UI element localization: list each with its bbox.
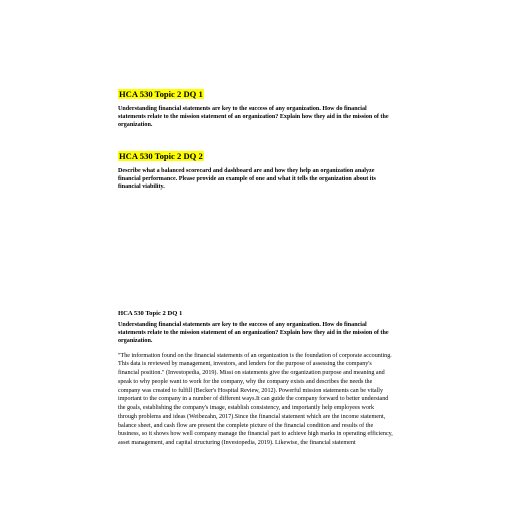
- dq1-preview-section: [118, 84, 394, 130]
- dq2-highlighted-title: HCA 530 Topic 2 DQ 2: [119, 151, 203, 161]
- dq1-highlighted-title: HCA 530 Topic 2 DQ 1: [119, 89, 203, 99]
- dq1-answer-body: "The information found on the financial statements of an organization is the foundation of corporate accounting. This data is reviewed by management, investors, and lenders for the purpose of assessing the company's financial position." (Investopedia, 2019). Missi on statements give the organization purpose and meaning and speak to why people want to work for the company, why the company exists and describes the needs the company was created to fulfill (Becker's Hospital Review, 2012). Powerful mission statements can be vitally important to the company in a number of different ways.It can guide the company forward to better understand the goals, establishing the company's image, establish consistency, and importantly help employees work through problems and ideas (Weibezahn, 2017).Since the financial statement which are the income statement, balance sheet, and cash flow are present the complete picture of the financial condition and results of the business, so it shows how well company manage the financial part to achieve high marks in operating efficiency, asset management, and capital structuring (Investopedia, 2019). Likewise, the financial statement: [118, 352, 393, 447]
- dq1-answer-title: HCA 530 Topic 2 DQ 1: [118, 310, 183, 317]
- dq1-answer-section: [118, 310, 394, 448]
- dq1-answer-question-text: Understanding financial statements are key to the success of any organization. How do financial statements relate to the mission statement of an organization? Explain how they aid in the mission of the organization.: [118, 322, 389, 344]
- dq2-question-text: Describe what a balanced scorecard and dashboard are and how they help an organization analyze financial performance. Please provide an example of one and what it tells the organization about its financial viability.: [118, 168, 376, 190]
- dq1-question-text: Understanding financial statements are key to the success of any organization. How do financial statements relate to the mission statement of an organization? Explain how they aid in the mission of the organization.: [118, 106, 389, 128]
- dq2-preview-section: [118, 146, 394, 192]
